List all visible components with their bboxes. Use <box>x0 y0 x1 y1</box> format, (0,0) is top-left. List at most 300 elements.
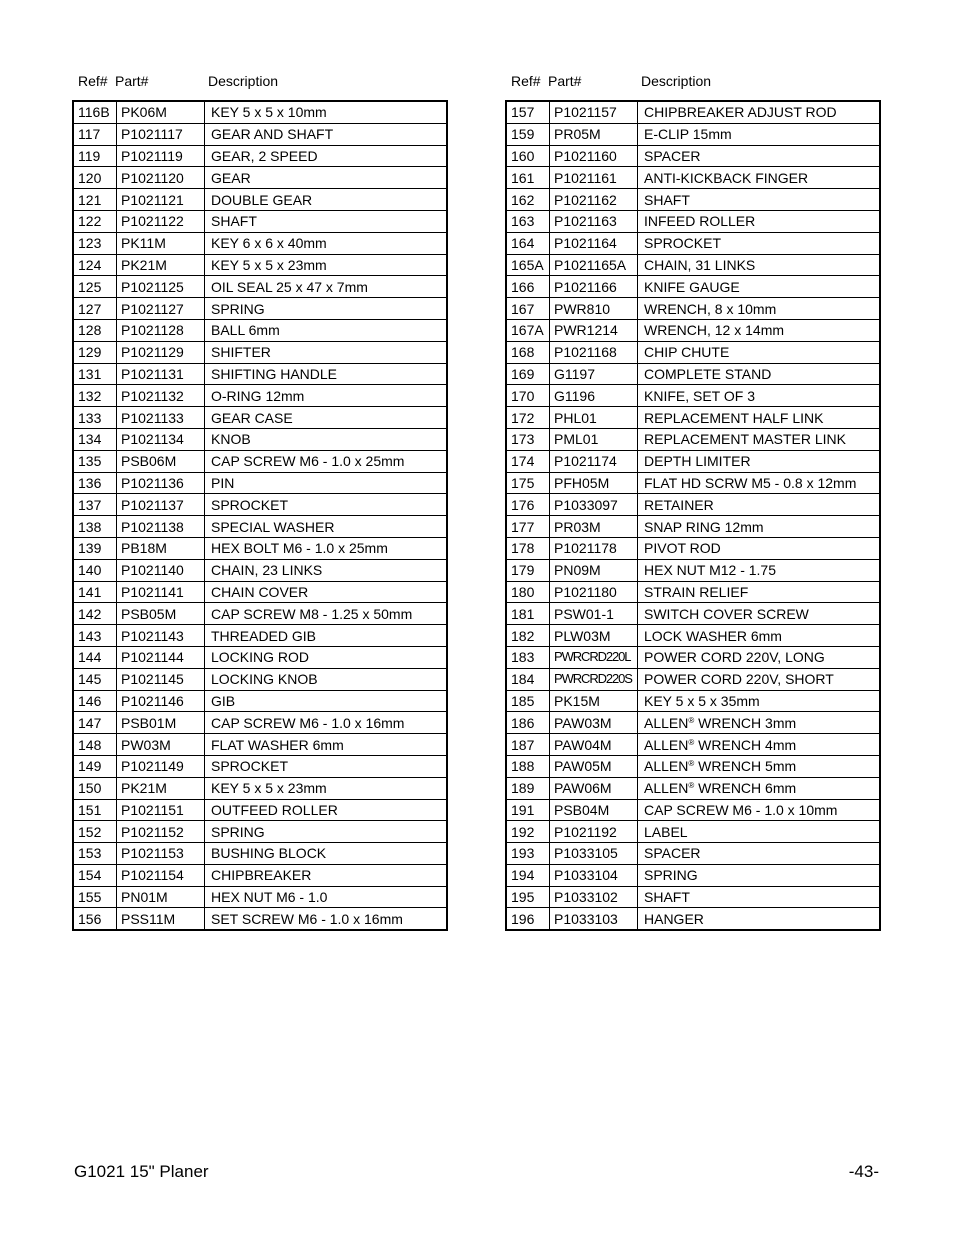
table-row <box>73 537 447 559</box>
part-number-cell: P1021138 <box>117 516 205 538</box>
registered-mark: ® <box>688 737 695 747</box>
description-cell <box>638 734 881 756</box>
ref-cell: 120 <box>73 167 117 189</box>
description-cell: COMPLETE STAND <box>638 363 881 385</box>
table-row <box>73 864 447 886</box>
table-row <box>506 886 880 908</box>
table-row <box>506 559 880 581</box>
part-number-cell: P1021137 <box>117 494 205 516</box>
part-number-cell: P1033097 <box>550 494 638 516</box>
table-row <box>506 319 880 341</box>
part-number-cell: P1021140 <box>117 559 205 581</box>
ref-cell: 141 <box>73 581 117 603</box>
table-row <box>73 559 447 581</box>
parts-column-left <box>72 72 448 931</box>
table-row <box>506 341 880 363</box>
table-row <box>73 428 447 450</box>
table-row <box>506 145 880 167</box>
part-number-cell: PLW03M <box>550 625 638 647</box>
description-cell: HEX BOLT M6 - 1.0 x 25mm <box>205 537 448 559</box>
ref-cell: 152 <box>73 821 117 843</box>
part-number-cell: P1033102 <box>550 886 638 908</box>
description-text: WRENCH 3mm <box>698 714 797 731</box>
table-row <box>73 516 447 538</box>
ref-cell: 169 <box>506 363 550 385</box>
table-row <box>73 407 447 429</box>
table-row <box>73 167 447 189</box>
description-cell: SPACER <box>638 843 881 865</box>
ref-cell: 128 <box>73 319 117 341</box>
ref-cell: 137 <box>73 494 117 516</box>
description-cell: WRENCH, 8 x 10mm <box>638 298 881 320</box>
brand-name: ALLEN <box>644 780 689 797</box>
description-cell: DOUBLE GEAR <box>205 189 448 211</box>
table-row <box>73 472 447 494</box>
table-row <box>73 668 447 690</box>
description-cell: HANGER <box>638 908 881 930</box>
ref-cell: 133 <box>73 407 117 429</box>
table-row <box>73 319 447 341</box>
description-cell: SPACER <box>638 145 881 167</box>
part-number-cell: G1197 <box>550 363 638 385</box>
part-number-cell: P1021178 <box>550 537 638 559</box>
part-number-cell: P1033105 <box>550 843 638 865</box>
part-number-cell: P1021157 <box>550 101 638 123</box>
part-number-cell: PAW03M <box>550 712 638 734</box>
description-cell: DEPTH LIMITER <box>638 450 881 472</box>
part-number-cell: P1021136 <box>117 472 205 494</box>
part-number-cell: P1021162 <box>550 189 638 211</box>
ref-cell: 177 <box>506 516 550 538</box>
table-row <box>73 777 447 799</box>
table-row <box>73 298 447 320</box>
part-number-cell: P1021117 <box>117 123 205 145</box>
table-row <box>73 210 447 232</box>
description-cell: LOCKING KNOB <box>205 668 448 690</box>
description-cell: SPROCKET <box>205 755 448 777</box>
ref-cell: 153 <box>73 843 117 865</box>
ref-cell: 117 <box>73 123 117 145</box>
description-cell: GEAR, 2 SPEED <box>205 145 448 167</box>
description-cell: FLAT WASHER 6mm <box>205 734 448 756</box>
ref-cell: 180 <box>506 581 550 603</box>
description-cell: THREADED GIB <box>205 625 448 647</box>
ref-cell: 145 <box>73 668 117 690</box>
part-number-cell: P1021132 <box>117 385 205 407</box>
description-cell: OIL SEAL 25 x 47 x 7mm <box>205 276 448 298</box>
ref-cell: 166 <box>506 276 550 298</box>
description-cell: SHIFTER <box>205 341 448 363</box>
description-cell: SPRING <box>205 821 448 843</box>
description-cell: E-CLIP 15mm <box>638 123 881 145</box>
part-number-cell: P1021151 <box>117 799 205 821</box>
ref-cell: 168 <box>506 341 550 363</box>
ref-cell: 129 <box>73 341 117 363</box>
description-cell: FLAT HD SCRW M5 - 0.8 x 12mm <box>638 472 881 494</box>
ref-cell: 127 <box>73 298 117 320</box>
description-cell: GEAR CASE <box>205 407 448 429</box>
description-cell: SPRING <box>638 864 881 886</box>
table-row <box>506 472 880 494</box>
ref-cell: 196 <box>506 908 550 930</box>
ref-cell: 165A <box>506 254 550 276</box>
description-cell: SPRING <box>205 298 448 320</box>
ref-cell: 119 <box>73 145 117 167</box>
table-row <box>506 864 880 886</box>
table-row <box>73 625 447 647</box>
description-cell: KNIFE GAUGE <box>638 276 881 298</box>
table-row <box>73 450 447 472</box>
table-row <box>506 210 880 232</box>
footer-page-number: -43- <box>848 1162 879 1181</box>
description-cell: WRENCH, 12 x 14mm <box>638 319 881 341</box>
part-number-cell: P1021146 <box>117 690 205 712</box>
ref-cell: 124 <box>73 254 117 276</box>
description-cell: KEY 5 x 5 x 35mm <box>638 690 881 712</box>
ref-cell: 194 <box>506 864 550 886</box>
ref-cell: 155 <box>73 886 117 908</box>
description-cell: CAP SCREW M6 - 1.0 x 10mm <box>638 799 881 821</box>
description-cell <box>638 755 881 777</box>
table-row <box>73 341 447 363</box>
table-row <box>73 799 447 821</box>
description-cell: PIN <box>205 472 448 494</box>
part-number-cell: P1021131 <box>117 363 205 385</box>
table-row <box>506 799 880 821</box>
part-number-cell: P1021145 <box>117 668 205 690</box>
part-number-cell: P1021127 <box>117 298 205 320</box>
description-text: WRENCH 6mm <box>698 780 797 797</box>
part-number-cell: PSB01M <box>117 712 205 734</box>
parts-column-right <box>505 72 881 931</box>
table-row <box>73 254 447 276</box>
ref-cell: 154 <box>73 864 117 886</box>
part-number-cell: P1021128 <box>117 319 205 341</box>
description-cell: KEY 5 x 5 x 23mm <box>205 777 448 799</box>
part-number-cell: PWRCRD220S <box>550 668 638 690</box>
description-cell: REPLACEMENT HALF LINK <box>638 407 881 429</box>
description-cell: KEY 6 x 6 x 40mm <box>205 232 448 254</box>
part-number-cell: PWRCRD220L <box>550 646 638 668</box>
ref-cell: 139 <box>73 537 117 559</box>
table-row <box>73 189 447 211</box>
ref-cell: 132 <box>73 385 117 407</box>
description-cell: CHIPBREAKER ADJUST ROD <box>638 101 881 123</box>
description-cell: CAP SCREW M8 - 1.25 x 50mm <box>205 603 448 625</box>
ref-cell: 187 <box>506 734 550 756</box>
table-row <box>506 908 880 930</box>
part-number-cell: PB18M <box>117 537 205 559</box>
table-row <box>506 363 880 385</box>
ref-cell: 192 <box>506 821 550 843</box>
ref-cell: 191 <box>506 799 550 821</box>
table-row <box>506 668 880 690</box>
part-header: Part# <box>548 73 582 89</box>
description-cell <box>638 712 881 734</box>
table-row <box>73 363 447 385</box>
part-number-cell: PAW06M <box>550 777 638 799</box>
description-cell: BUSHING BLOCK <box>205 843 448 865</box>
table-row <box>506 428 880 450</box>
table-row <box>506 494 880 516</box>
part-number-cell: P1021161 <box>550 167 638 189</box>
description-cell: SHAFT <box>638 189 881 211</box>
part-number-cell: P1021163 <box>550 210 638 232</box>
description-cell: KEY 5 x 5 x 10mm <box>205 101 448 123</box>
description-cell: POWER CORD 220V, SHORT <box>638 668 881 690</box>
description-cell: O-RING 12mm <box>205 385 448 407</box>
table-row <box>73 821 447 843</box>
ref-cell: 193 <box>506 843 550 865</box>
ref-cell: 121 <box>73 189 117 211</box>
description-cell: SPECIAL WASHER <box>205 516 448 538</box>
footer-model-title: G1021 15" Planer <box>74 1162 209 1181</box>
ref-cell: 162 <box>506 189 550 211</box>
registered-mark: ® <box>688 759 695 769</box>
description-cell: SPROCKET <box>205 494 448 516</box>
part-number-cell: PFH05M <box>550 472 638 494</box>
part-number-cell: P1021168 <box>550 341 638 363</box>
part-number-cell: P1021141 <box>117 581 205 603</box>
table-row <box>506 276 880 298</box>
ref-cell: 195 <box>506 886 550 908</box>
description-header: Description <box>641 73 712 89</box>
ref-cell: 148 <box>73 734 117 756</box>
ref-cell: 135 <box>73 450 117 472</box>
part-number-cell: PSB06M <box>117 450 205 472</box>
description-cell: HEX NUT M6 - 1.0 <box>205 886 448 908</box>
ref-cell: 157 <box>506 101 550 123</box>
part-number-cell: P1021154 <box>117 864 205 886</box>
description-cell: SHIFTING HANDLE <box>205 363 448 385</box>
ref-cell: 183 <box>506 646 550 668</box>
ref-cell: 143 <box>73 625 117 647</box>
ref-cell: 123 <box>73 232 117 254</box>
part-number-cell: P1021166 <box>550 276 638 298</box>
description-cell: REPLACEMENT MASTER LINK <box>638 428 881 450</box>
part-number-cell: P1021149 <box>117 755 205 777</box>
ref-cell: 131 <box>73 363 117 385</box>
description-cell: POWER CORD 220V, LONG <box>638 646 881 668</box>
part-number-cell: G1196 <box>550 385 638 407</box>
description-text: WRENCH 4mm <box>698 736 797 753</box>
description-cell: RETAINER <box>638 494 881 516</box>
part-number-cell: PAW04M <box>550 734 638 756</box>
part-number-cell: PN09M <box>550 559 638 581</box>
ref-cell: 151 <box>73 799 117 821</box>
description-cell: KNOB <box>205 428 448 450</box>
part-number-cell: PSB05M <box>117 603 205 625</box>
part-number-cell: P1021121 <box>117 189 205 211</box>
brand-name: ALLEN <box>644 736 689 753</box>
ref-cell: 173 <box>506 428 550 450</box>
part-number-cell: P1021165A <box>550 254 638 276</box>
ref-cell: 160 <box>506 145 550 167</box>
ref-cell: 175 <box>506 472 550 494</box>
ref-cell: 134 <box>73 428 117 450</box>
description-cell <box>638 777 881 799</box>
ref-cell: 179 <box>506 559 550 581</box>
table-row <box>73 603 447 625</box>
part-number-cell: P1021153 <box>117 843 205 865</box>
part-number-cell: PAW05M <box>550 755 638 777</box>
part-number-cell: P1021134 <box>117 428 205 450</box>
table-row <box>506 516 880 538</box>
table-row <box>506 581 880 603</box>
part-number-cell: P1033103 <box>550 908 638 930</box>
table-row <box>506 537 880 559</box>
part-number-cell: P1021152 <box>117 821 205 843</box>
ref-cell: 140 <box>73 559 117 581</box>
description-cell: SHAFT <box>205 210 448 232</box>
ref-cell: 136 <box>73 472 117 494</box>
table-row <box>506 712 880 734</box>
part-number-cell: PWR810 <box>550 298 638 320</box>
description-cell: SWITCH COVER SCREW <box>638 603 881 625</box>
description-cell: ANTI-KICKBACK FINGER <box>638 167 881 189</box>
table-row <box>506 755 880 777</box>
table-row <box>73 581 447 603</box>
description-cell: SHAFT <box>638 886 881 908</box>
part-number-cell: PR03M <box>550 516 638 538</box>
ref-cell: 159 <box>506 123 550 145</box>
table-row <box>73 385 447 407</box>
description-cell: SNAP RING 12mm <box>638 516 881 538</box>
part-number-cell: P1021129 <box>117 341 205 363</box>
column-headers <box>505 72 881 100</box>
ref-cell: 182 <box>506 625 550 647</box>
ref-cell: 142 <box>73 603 117 625</box>
ref-cell: 116B <box>73 101 117 123</box>
part-number-cell: PML01 <box>550 428 638 450</box>
ref-cell: 163 <box>506 210 550 232</box>
description-cell: LABEL <box>638 821 881 843</box>
part-number-cell: P1033104 <box>550 864 638 886</box>
description-cell: SET SCREW M6 - 1.0 x 16mm <box>205 908 448 930</box>
ref-cell: 178 <box>506 537 550 559</box>
part-number-cell: PHL01 <box>550 407 638 429</box>
table-row <box>73 712 447 734</box>
part-number-cell: P1021125 <box>117 276 205 298</box>
description-cell: KNIFE, SET OF 3 <box>638 385 881 407</box>
description-cell: BALL 6mm <box>205 319 448 341</box>
table-row <box>73 232 447 254</box>
table-row <box>506 450 880 472</box>
part-number-cell: P1021164 <box>550 232 638 254</box>
table-row <box>73 843 447 865</box>
column-headers <box>72 72 448 100</box>
table-row <box>506 821 880 843</box>
description-cell: CAP SCREW M6 - 1.0 x 25mm <box>205 450 448 472</box>
description-cell: CHAIN COVER <box>205 581 448 603</box>
description-cell: SPROCKET <box>638 232 881 254</box>
description-header: Description <box>208 73 279 89</box>
description-cell: GEAR <box>205 167 448 189</box>
table-row <box>73 734 447 756</box>
description-cell: LOCKING ROD <box>205 646 448 668</box>
part-number-cell: PN01M <box>117 886 205 908</box>
table-row <box>506 189 880 211</box>
part-number-cell: P1021133 <box>117 407 205 429</box>
table-row <box>73 101 447 123</box>
ref-cell: 167A <box>506 319 550 341</box>
parts-table-body <box>506 101 880 930</box>
table-row <box>73 494 447 516</box>
ref-cell: 176 <box>506 494 550 516</box>
table-row <box>506 407 880 429</box>
table-row <box>506 734 880 756</box>
parts-table-left <box>72 100 448 931</box>
part-number-cell: P1021180 <box>550 581 638 603</box>
table-row <box>506 123 880 145</box>
ref-cell: 144 <box>73 646 117 668</box>
ref-cell: 184 <box>506 668 550 690</box>
ref-cell: 185 <box>506 690 550 712</box>
part-number-cell: PK21M <box>117 254 205 276</box>
part-number-cell: P1021143 <box>117 625 205 647</box>
part-number-cell: PSS11M <box>117 908 205 930</box>
part-number-cell: PWR1214 <box>550 319 638 341</box>
parts-table-body <box>73 101 447 930</box>
description-cell: PIVOT ROD <box>638 537 881 559</box>
description-cell: HEX NUT M12 - 1.75 <box>638 559 881 581</box>
part-header: Part# <box>115 73 149 89</box>
ref-cell: 164 <box>506 232 550 254</box>
part-number-cell: PR05M <box>550 123 638 145</box>
ref-header: Ref# <box>511 73 541 89</box>
description-cell: STRAIN RELIEF <box>638 581 881 603</box>
table-row <box>73 276 447 298</box>
ref-header: Ref# <box>78 73 108 89</box>
ref-cell: 188 <box>506 755 550 777</box>
table-row <box>73 646 447 668</box>
part-number-cell: P1021144 <box>117 646 205 668</box>
description-cell: CHIPBREAKER <box>205 864 448 886</box>
table-row <box>73 690 447 712</box>
table-row <box>506 385 880 407</box>
description-cell: CAP SCREW M6 - 1.0 x 16mm <box>205 712 448 734</box>
description-cell: INFEED ROLLER <box>638 210 881 232</box>
table-row <box>506 603 880 625</box>
ref-cell: 174 <box>506 450 550 472</box>
table-row <box>506 690 880 712</box>
table-row <box>506 777 880 799</box>
part-number-cell: PK15M <box>550 690 638 712</box>
table-row <box>506 843 880 865</box>
table-row <box>73 886 447 908</box>
table-row <box>73 123 447 145</box>
part-number-cell: PW03M <box>117 734 205 756</box>
description-cell: GEAR AND SHAFT <box>205 123 448 145</box>
brand-name: ALLEN <box>644 758 689 775</box>
ref-cell: 189 <box>506 777 550 799</box>
part-number-cell: P1021160 <box>550 145 638 167</box>
ref-cell: 122 <box>73 210 117 232</box>
table-row <box>73 755 447 777</box>
registered-mark: ® <box>688 781 695 791</box>
ref-cell: 147 <box>73 712 117 734</box>
part-number-cell: PSB04M <box>550 799 638 821</box>
description-cell: CHAIN, 31 LINKS <box>638 254 881 276</box>
table-row <box>506 646 880 668</box>
description-cell: KEY 5 x 5 x 23mm <box>205 254 448 276</box>
ref-cell: 161 <box>506 167 550 189</box>
table-row <box>73 145 447 167</box>
part-number-cell: P1021122 <box>117 210 205 232</box>
table-row <box>506 167 880 189</box>
ref-cell: 170 <box>506 385 550 407</box>
description-text: WRENCH 5mm <box>698 758 797 775</box>
